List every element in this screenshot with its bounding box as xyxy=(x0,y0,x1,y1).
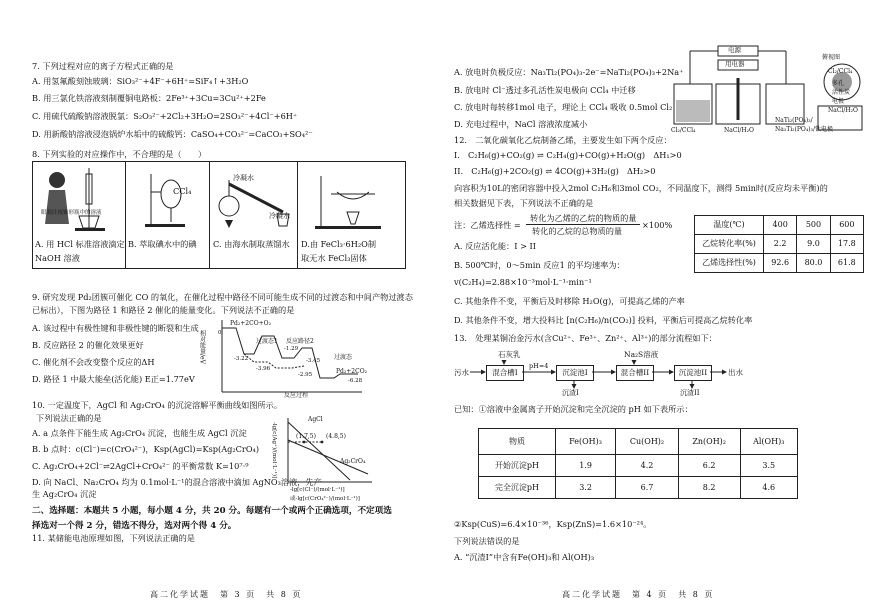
flow-na2s: Na₂S溶液 xyxy=(624,350,659,359)
q10-option-d: D. 向 NaCl、Na₂CrO₄ 均为 0.1mol·L⁻¹的混合溶液中滴加 AgNO₃溶液，先产 xyxy=(32,477,322,487)
energy-v4: -1.29 xyxy=(284,346,299,352)
q12-condition-2: 相关数据见下表，下列说法不正确的是 xyxy=(454,198,594,208)
q9-stem-2: 已标出），下图为路径 1 和路径 2 催化的能量变化。下列说法不正确的是 xyxy=(32,305,295,315)
cooling-water-in: 冷凝水 xyxy=(233,174,254,182)
flow-dreg-2: 沉渣II xyxy=(680,389,700,397)
page-4 xyxy=(438,0,870,614)
q7-option-a: A. 用氢氟酸刻蚀玻璃：SiO₃²⁻+4F⁻+6H⁺=SiF₄↑+3H₂O xyxy=(32,76,249,86)
q10-stem: 10. 一定温度下，AgCl 和 Ag₂CrO₄ 的沉淀溶解平衡曲线如图所示。 xyxy=(32,400,283,410)
section-2-heading-2: 择选对一个得 2 分，错选不得分，选对两个得 4 分。 xyxy=(32,521,237,531)
q8-option-a: A. 用 HCl 标准溶液滴定 xyxy=(35,239,125,249)
q8-option-d2: 取无水 FeCl₃固体 xyxy=(301,253,367,263)
q12-option-a: A. 反应活化能：I > II xyxy=(454,241,537,251)
q7-option-b: B. 用三氯化铁溶液刻制覆铜电路板：2Fe³⁺+3Cu=3Cu²⁺+2Fe xyxy=(32,93,266,103)
na-ti-label-2: Na₃Ti₂(PO₄)₃/钛电极 xyxy=(775,126,834,133)
energy-start: Pd₂+2CO+O₂ xyxy=(230,320,271,327)
q9-stem: 9. 研究发现 Pd₂团簇可催化 CO 的氧化，在催化过程中路径不同可能生成不同的过渡态和中间产物过渡态 xyxy=(32,292,413,302)
flow-wastewater: 污水 xyxy=(454,368,469,377)
q12-note-suffix: ×100% xyxy=(642,220,673,230)
ksp-ylabel: -lg[c(Ag⁺)/(mol·L⁻¹)] xyxy=(270,422,277,479)
q13-known: 已知：①溶液中金属离子开始沉淀和完全沉淀的 pH 如下表所示： xyxy=(454,404,693,414)
energy-v3: -3.96 xyxy=(256,366,271,372)
ksp-chart xyxy=(282,416,374,486)
q11-option-b: B. 放电时 Cl⁻透过多孔活性炭电极向 CCl₄ 中迁移 xyxy=(454,85,636,95)
q12-r1-c2: 80.0 xyxy=(797,254,830,273)
energy-ts: 过渡态 xyxy=(334,354,353,361)
flow-dreg-1: 沉渣I xyxy=(562,389,579,397)
q9-option-b: B. 反应路径 2 的催化效果更好 xyxy=(32,340,144,350)
ccl4-label: CCl₄ xyxy=(173,186,192,196)
q10-option-d2: 生 Ag₂CrO₄ 沉淀 xyxy=(32,489,97,499)
titration-caption: 眼睛注视锥形瓶中的溶液 xyxy=(41,210,102,216)
ksp-ag2cro4-label: Ag₂CrO₄ xyxy=(340,458,366,465)
q9-option-c: C. 催化剂不会改变整个反应的ΔH xyxy=(32,357,155,367)
porous-label-2: 活性炭 xyxy=(832,89,851,96)
q11-stem: 11. 某储能电池原理如图，下列说法正确的是 xyxy=(32,533,195,543)
q7-option-c: C. 用硫代硫酸钠溶液脱氯：S₂O₃²⁻+2Cl₂+3H₂O=2SO₃²⁻+4Cl⁻+6H⁺ xyxy=(32,111,298,121)
q13-r1-c3: 8.2 xyxy=(678,477,740,499)
energy-path1: 过渡态1 xyxy=(256,338,278,345)
energy-v0: 0 xyxy=(218,330,222,336)
q13-ph-table xyxy=(478,428,798,499)
energy-v5: -2.95 xyxy=(298,372,313,378)
q10-option-c: C. Ag₂CrO₄+2Cl⁻⇌2AgCl+CrO₄²⁻ 的平衡常数 K=10⁷·⁹ xyxy=(32,461,249,471)
q13-r0-c3: 6.2 xyxy=(678,455,740,477)
q10-option-b: B. b 点时：c(Cl⁻)=c(CrO₄²⁻)，Ksp(AgCl)=Ksp(Ag₂CrO₄) xyxy=(32,444,260,454)
q13-option-a: A. “沉渣I”中含有Fe(OH)₃和 Al(OH)₃ xyxy=(454,552,595,562)
q12-r0-c0: 乙烷转化率(%) xyxy=(695,235,764,254)
ccl4-label-right: Cl₂/CCl₄ xyxy=(828,68,853,75)
q13-th-0: 物质 xyxy=(479,429,556,455)
q13-th-4: Al(OH)₃ xyxy=(740,429,798,455)
energy-ylabel: 相对能量/eV xyxy=(198,330,206,364)
q12-note-prefix: 注：乙烯选择性 = xyxy=(454,220,521,230)
q12-option-b: B. 500℃时，0～5min 反应1 的平均速率为： xyxy=(454,260,625,270)
porous-label: 多孔 xyxy=(832,80,845,87)
q12-note-denominator: 转化的乙烷的总物质的量 xyxy=(532,226,623,236)
q12-r1-c1: 92.6 xyxy=(764,254,797,273)
na-ti-label: NaTi₂(PO₄)₃/ xyxy=(775,117,813,124)
flow-mix-1: 混合槽I xyxy=(486,365,524,381)
q10-stem-2: 下列说法正确的是 xyxy=(36,413,102,423)
q13-th-1: Fe(OH)₃ xyxy=(556,429,616,455)
energy-end: Pd₂+2CO₂ xyxy=(336,368,368,375)
q12-r0-c3: 17.8 xyxy=(830,235,863,254)
flow-ph: pH=4 xyxy=(529,362,549,370)
flow-out: 出水 xyxy=(728,368,743,377)
q13-r1-c1: 3.2 xyxy=(556,477,616,499)
q12-option-c: C. 其他条件不变，平衡后及时移除 H₂O(g)，可提高乙烯的产率 xyxy=(454,296,685,306)
q12-stem: 12. 二氧化碳氧化乙烷制备乙烯，主要发生如下两个反应： xyxy=(454,135,672,145)
page-3 xyxy=(0,0,430,614)
power-source-label: 电源 xyxy=(728,46,741,54)
section-2-heading: 二、选择题：本题共 5 小题，每小题 4 分，共 20 分。每题有一个或两个正确选项，不定项选 xyxy=(32,506,392,516)
energy-path2: 反应路径2 xyxy=(286,338,314,345)
q13-r0-c2: 4.2 xyxy=(616,455,679,477)
q8-option-c: C. 由海水制取蒸馏水 xyxy=(213,239,290,249)
energy-v2: -3.45 xyxy=(306,358,321,364)
q12-r1-c0: 乙烯选择性(%) xyxy=(695,254,764,273)
q8-option-b: B. 萃取碘水中的碘 xyxy=(128,239,197,249)
q9-option-a: A. 该过程中有极性键和非极性键的断裂和生成 xyxy=(32,323,199,333)
flow-sed-2: 沉淀池II xyxy=(674,365,712,381)
energy-v1: -3.22 xyxy=(234,356,249,362)
ksp-agcl-label: AgCl xyxy=(308,416,323,423)
q12-option-b2: v(C₂H₄)=2.88×10⁻³mol·L⁻¹·min⁻¹ xyxy=(454,277,592,287)
ksp-point-1: (1.7,5) xyxy=(296,433,316,440)
flow-lime: 石灰乳 xyxy=(498,350,521,359)
top-view-label: 俯视图 xyxy=(822,54,841,61)
evaporating-dish-image xyxy=(315,172,391,230)
distillation-image xyxy=(213,170,295,232)
q13-r1-c2: 6.7 xyxy=(616,477,679,499)
q12-th-0: 温度(℃) xyxy=(695,216,764,235)
page-footer-4: 高二化学试题 第 4 页 共 8 页 xyxy=(562,590,715,599)
q10-option-a: A. a 点条件下能生成 Ag₂CrO₄ 沉淀，也能生成 AgCl 沉淀 xyxy=(32,428,247,438)
q12-note-numerator: 转化为乙烯的乙烷的物质的量 xyxy=(530,213,637,223)
q8-option-d: D.由 FeCl₃·6H₂O制 xyxy=(301,239,377,249)
q13-r0-c1: 1.9 xyxy=(556,455,616,477)
q8-stem: 8. 下列实验的对应操作中，不合理的是（ ） xyxy=(32,149,207,159)
q13-ksp: ②Ksp(CuS)=6.4×10⁻³⁶，Ksp(ZnS)=1.6×10⁻²⁴。 xyxy=(454,519,652,529)
q7-option-d: D. 用新酸钠溶液浸泡锅炉水垢中的硫酸钙：CaSO₄+CO₃²⁻=CaCO₃+SO₄²⁻ xyxy=(32,129,313,139)
ksp-point-2: (4.8,5) xyxy=(326,433,346,440)
q8-image-table xyxy=(32,161,406,269)
nacl-bottom: NaCl/H₂O xyxy=(724,127,754,134)
porous-label-3: 电极 xyxy=(832,98,845,105)
flow-arrows xyxy=(438,350,758,400)
q13-r0-c4: 3.5 xyxy=(740,455,798,477)
separatory-funnel-image xyxy=(145,172,195,228)
q13-r1-c0: 完全沉淀pH xyxy=(479,477,556,499)
q13-r0-c0: 开始沉淀pH xyxy=(479,455,556,477)
q7-stem: 7. 下列过程对应的离子方程式正确的是 xyxy=(32,61,174,71)
energy-v7: -6.28 xyxy=(348,378,363,384)
q12-r0-c1: 2.2 xyxy=(764,235,797,254)
cl2-ccl4-bottom: Cl₂/CCl₄ xyxy=(671,127,696,134)
q8-option-a2: NaOH 溶液 xyxy=(35,253,80,263)
flow-sed-1: 沉淀池I xyxy=(556,365,594,381)
titration-image xyxy=(39,166,123,236)
q9-option-d: D. 路径 1 中最大能垒(活化能) E正=1.77eV xyxy=(32,374,195,384)
ksp-xlabel-2: 或-lg[c(CrO₄²⁻)/(mol·L⁻¹)] xyxy=(290,496,360,502)
cooling-water-out: 冷凝水 xyxy=(269,212,290,220)
q12-condition: 向容积为10L的密闭容器中投入2mol C₂H₆和3mol CO₂，不同温度下，测得 5min时(反应均未平衡)的 xyxy=(454,183,828,193)
nacl-label-top: NaCl/H₂O xyxy=(828,107,858,114)
q12-data-table xyxy=(694,215,864,273)
device-label: 用电器 xyxy=(725,60,745,68)
q12-th-1: 400 xyxy=(764,216,797,235)
energy-xlabel: 反应过程 xyxy=(284,392,309,399)
q13-r1-c4: 4.6 xyxy=(740,477,798,499)
q13-stem: 13. 处理某铜冶金污水(含Cu²⁺、Fe³⁺、Zn²⁺、Al³⁺)的部分流程如下： xyxy=(454,333,717,343)
q12-r1-c3: 61.8 xyxy=(830,254,863,273)
q11-option-d: D. 充电过程中，NaCl 溶液浓度减小 xyxy=(454,119,588,129)
q13-question: 下列说法错误的是 xyxy=(454,536,520,546)
q13-th-3: Zn(OH)₂ xyxy=(678,429,740,455)
q12-option-d: D. 其他条件不变，增大投料比 [n(C₂H₆)/n(CO₂)] 投料，平衡后可提高乙烷转化率 xyxy=(454,315,753,325)
q11-option-a: A. 放电时负极反应：Na₃Ti₂(PO₄)₃-2e⁻=NaTi₂(PO₄)₃+2Na⁺ xyxy=(454,67,684,77)
q13-th-2: Cu(OH)₂ xyxy=(616,429,679,455)
q12-r0-c2: 9.0 xyxy=(797,235,830,254)
flow-mix-2: 混合槽II xyxy=(616,365,654,381)
q12-th-3: 600 xyxy=(830,216,863,235)
page-footer-3: 高二化学试题 第 3 页 共 8 页 xyxy=(150,590,303,599)
q12-reaction-2: II. C₂H₆(g)+2CO₂(g) ⇌ 4CO(g)+3H₂(g) ΔH₂>0 xyxy=(454,166,656,176)
q12-th-2: 500 xyxy=(797,216,830,235)
q12-reaction-1: I. C₂H₆(g)+CO₂(g) ⇌ C₂H₄(g)+CO(g)+H₂O(g) ΔH₁>0 xyxy=(454,150,682,160)
ksp-xlabel-1: -lg[c(Cl⁻)/(mol·L⁻¹)] xyxy=(290,487,345,493)
q11-option-c: C. 放电时每转移1mol 电子，理论上 CCl₄ 吸收 0.5mol Cl₂ xyxy=(454,102,673,112)
fraction-bar xyxy=(526,224,640,225)
